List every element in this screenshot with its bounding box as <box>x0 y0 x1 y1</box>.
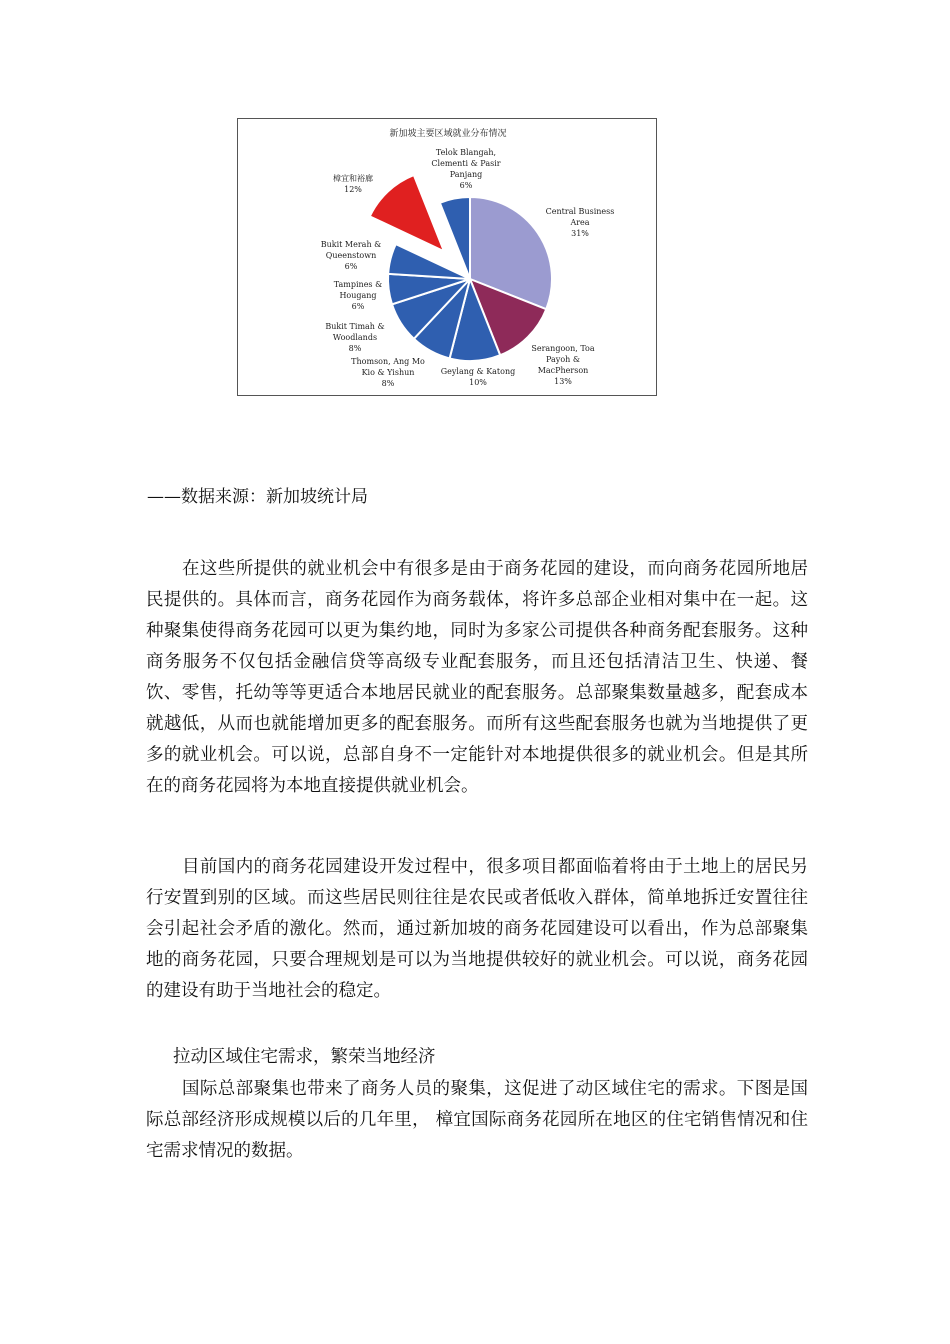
chart-title: 新加坡主要区域就业分布情况 <box>389 129 507 139</box>
slice-label-4: Thomson, Ang Mo Kio & Yishun 8% <box>351 357 425 388</box>
slice-label-8: 樟宜和裕廊 12% <box>333 174 373 194</box>
pie-chart <box>238 119 658 397</box>
slice-label-2: Serangoon, Toa Payoh & MacPherson 13% <box>531 344 595 386</box>
slice-label-3: Geylang & Katong 10% <box>440 367 516 387</box>
paragraph-3: 国际总部聚集也带来了商务人员的聚集，这促进了动区域住宅的需求。下图是国际总部经济形成规模以后的几年里， 樟宜国际商务花园所在地区的住宅销售情况和住宅需求情况的数据。 <box>146 1079 808 1161</box>
slice-label-6: Tampines & Hougang 6% <box>333 280 383 311</box>
slice-label-1: Central Business Area 31% <box>545 207 615 238</box>
paragraph-1: 在这些所提供的就业机会中有很多是由于商务花园的建设，而向商务花园所地居民提供的。具体而言，商务花园作为商务载体，将许多总部企业相对集中在一起。这种聚集使得商务花园可以更为集约地，同时为多家公司提供各种商务配套服务。这种商务服务不仅包括金融信贷等高级专业配套服务，而且还包括清洁卫生、快递、餐饮、零售，托幼等等更适合本地居民就业的配套服务。总部聚集数量越多，配套成本就越低，从而也就能增加更多的配套服务。而所有这些配套服务也就为当地提供了更多的就业机会。可以说，总部自身不一定能针对本地提供很多的就业机会。但是其所在的商务花园将为本地直接提供就业机会。 <box>146 559 808 796</box>
slice-label-9: Telok Blangah, Clementi & Pasir Panjang 6% <box>431 148 501 190</box>
paragraph-2: 目前国内的商务花园建设开发过程中，很多项目都面临着将由于土地上的居民另行安置到别的区域。而这些居民则往往是农民或者低收入群体，简单地拆迁安置往往会引起社会矛盾的激化。然而，通过新加坡的商务花园建设可以看出，作为总部聚集地的商务花园，只要合理规划是可以为当地提供较好的就业机会。可以说，商务花园的建设有助于当地社会的稳定。 <box>146 857 808 1001</box>
slice-label-5: Bukit Timah & Woodlands 8% <box>325 322 385 353</box>
section-heading: 拉动区域住宅需求，繁荣当地经济 <box>173 1047 436 1067</box>
data-source-note: ——数据来源：新加坡统计局 <box>147 487 368 507</box>
slice-label-7: Bukit Merah & Queenstown 6% <box>320 240 382 271</box>
pie-chart-frame <box>237 118 657 396</box>
